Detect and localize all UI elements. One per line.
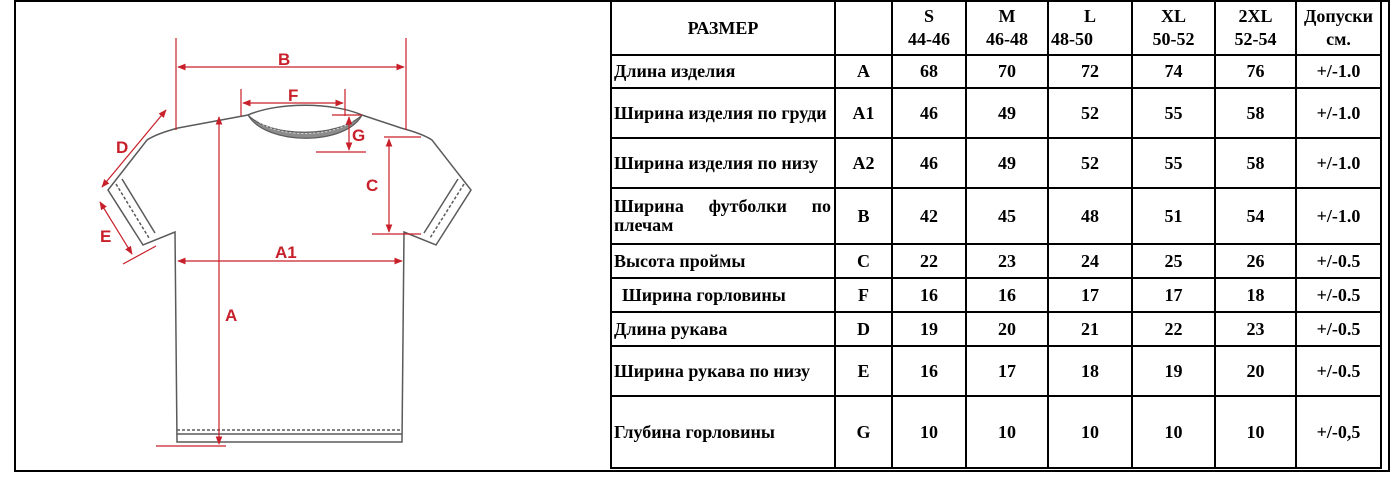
measurement-code: E <box>835 346 892 396</box>
size-value: 72 <box>1048 55 1132 88</box>
measurement-code: C <box>835 244 892 278</box>
measurement-code: B <box>835 188 892 244</box>
size-value: 23 <box>966 244 1048 278</box>
size-value: 18 <box>1215 278 1296 312</box>
size-value: 52 <box>1048 138 1132 188</box>
size-value: 10 <box>1215 396 1296 468</box>
code-header <box>835 1 892 55</box>
size-value: 10 <box>1048 396 1132 468</box>
size-value: 76 <box>1215 55 1296 88</box>
tolerance-value: +/-0.5 <box>1296 312 1381 346</box>
label-f: F <box>288 86 299 105</box>
table-row <box>611 88 1381 138</box>
tolerance-value: +/-1.0 <box>1296 188 1381 244</box>
size-value: 17 <box>1048 278 1132 312</box>
size-value: 16 <box>966 278 1048 312</box>
tolerance-value: +/-0.5 <box>1296 346 1381 396</box>
size-value: 16 <box>892 346 966 396</box>
size-value: 42 <box>892 188 966 244</box>
size-value: 46 <box>892 138 966 188</box>
size-value: 25 <box>1132 244 1215 278</box>
tolerance-value: +/-1.0 <box>1296 88 1381 138</box>
table-row <box>611 312 1381 346</box>
measurement-name: Длина рукава <box>611 312 835 346</box>
size-value: 26 <box>1215 244 1296 278</box>
measurement-code: A <box>835 55 892 88</box>
size-value: 55 <box>1132 88 1215 138</box>
size-value: 10 <box>966 396 1048 468</box>
measurement-name: Ширина изделия по низу <box>611 138 835 188</box>
measurement-code: A1 <box>835 88 892 138</box>
size-value: 20 <box>966 312 1048 346</box>
size-value: 48 <box>1048 188 1132 244</box>
table-row <box>611 396 1381 468</box>
size-col-2xl: 2XL 52-54 <box>1215 1 1296 55</box>
label-c: C <box>366 176 379 195</box>
table-row <box>611 55 1381 88</box>
label-a1: A1 <box>275 243 297 262</box>
size-value: 10 <box>892 396 966 468</box>
measurement-name: Глубина горловины <box>611 396 835 468</box>
size-value: 45 <box>966 188 1048 244</box>
size-col-xl: XL 50-52 <box>1132 1 1215 55</box>
size-value: 55 <box>1132 138 1215 188</box>
size-value: 52 <box>1048 88 1132 138</box>
size-value: 24 <box>1048 244 1132 278</box>
size-value: 16 <box>892 278 966 312</box>
size-value: 17 <box>966 346 1048 396</box>
label-g: G <box>352 126 366 145</box>
measurement-name: Ширина горловины <box>611 278 835 312</box>
size-value: 21 <box>1048 312 1132 346</box>
table-row <box>611 278 1381 312</box>
measurement-name: Ширина изделия по груди <box>611 88 835 138</box>
tshirt-outline <box>108 105 471 442</box>
measurement-code: D <box>835 312 892 346</box>
tolerance-header: Допуски см. <box>1296 1 1381 55</box>
size-value: 22 <box>1132 312 1215 346</box>
size-value: 23 <box>1215 312 1296 346</box>
label-a: A <box>225 306 238 325</box>
tolerance-value: +/-1.0 <box>1296 138 1381 188</box>
measurement-name: Высота проймы <box>611 244 835 278</box>
size-value: 17 <box>1132 278 1215 312</box>
measurement-code: G <box>835 396 892 468</box>
size-header: РАЗМЕР <box>611 1 835 55</box>
size-value: 68 <box>892 55 966 88</box>
measurement-code: F <box>835 278 892 312</box>
size-value: 70 <box>966 55 1048 88</box>
size-table <box>610 0 1382 469</box>
size-value: 49 <box>966 88 1048 138</box>
size-col-m: M 46-48 <box>966 1 1048 55</box>
label-d: D <box>116 138 129 157</box>
size-value: 49 <box>966 138 1048 188</box>
size-value: 22 <box>892 244 966 278</box>
measurement-code: A2 <box>835 138 892 188</box>
tolerance-value: +/-1.0 <box>1296 55 1381 88</box>
table-row <box>611 346 1381 396</box>
label-e: E <box>100 227 112 246</box>
size-value: 20 <box>1215 346 1296 396</box>
measurement-name: Ширина футболки по плечам <box>611 188 835 244</box>
size-col-s: S 44-46 <box>892 1 966 55</box>
size-value: 18 <box>1048 346 1132 396</box>
table-row <box>611 138 1381 188</box>
measurement-name: Ширина рукава по низу <box>611 346 835 396</box>
size-value: 58 <box>1215 88 1296 138</box>
measurement-name: Длина изделия <box>611 55 835 88</box>
table-row <box>611 188 1381 244</box>
table-header-row <box>611 1 1381 55</box>
size-value: 51 <box>1132 188 1215 244</box>
size-value: 54 <box>1215 188 1296 244</box>
table-row <box>611 244 1381 278</box>
size-value: 74 <box>1132 55 1215 88</box>
size-value: 58 <box>1215 138 1296 188</box>
tolerance-value: +/-0.5 <box>1296 278 1381 312</box>
label-b: B <box>278 50 291 69</box>
tolerance-value: +/-0.5 <box>1296 244 1381 278</box>
tshirt-measurement-diagram <box>16 2 611 470</box>
size-value: 46 <box>892 88 966 138</box>
size-value: 19 <box>1132 346 1215 396</box>
size-value: 19 <box>892 312 966 346</box>
tolerance-value: +/-0,5 <box>1296 396 1381 468</box>
size-value: 10 <box>1132 396 1215 468</box>
size-col-l: L 48-50 <box>1048 1 1132 55</box>
